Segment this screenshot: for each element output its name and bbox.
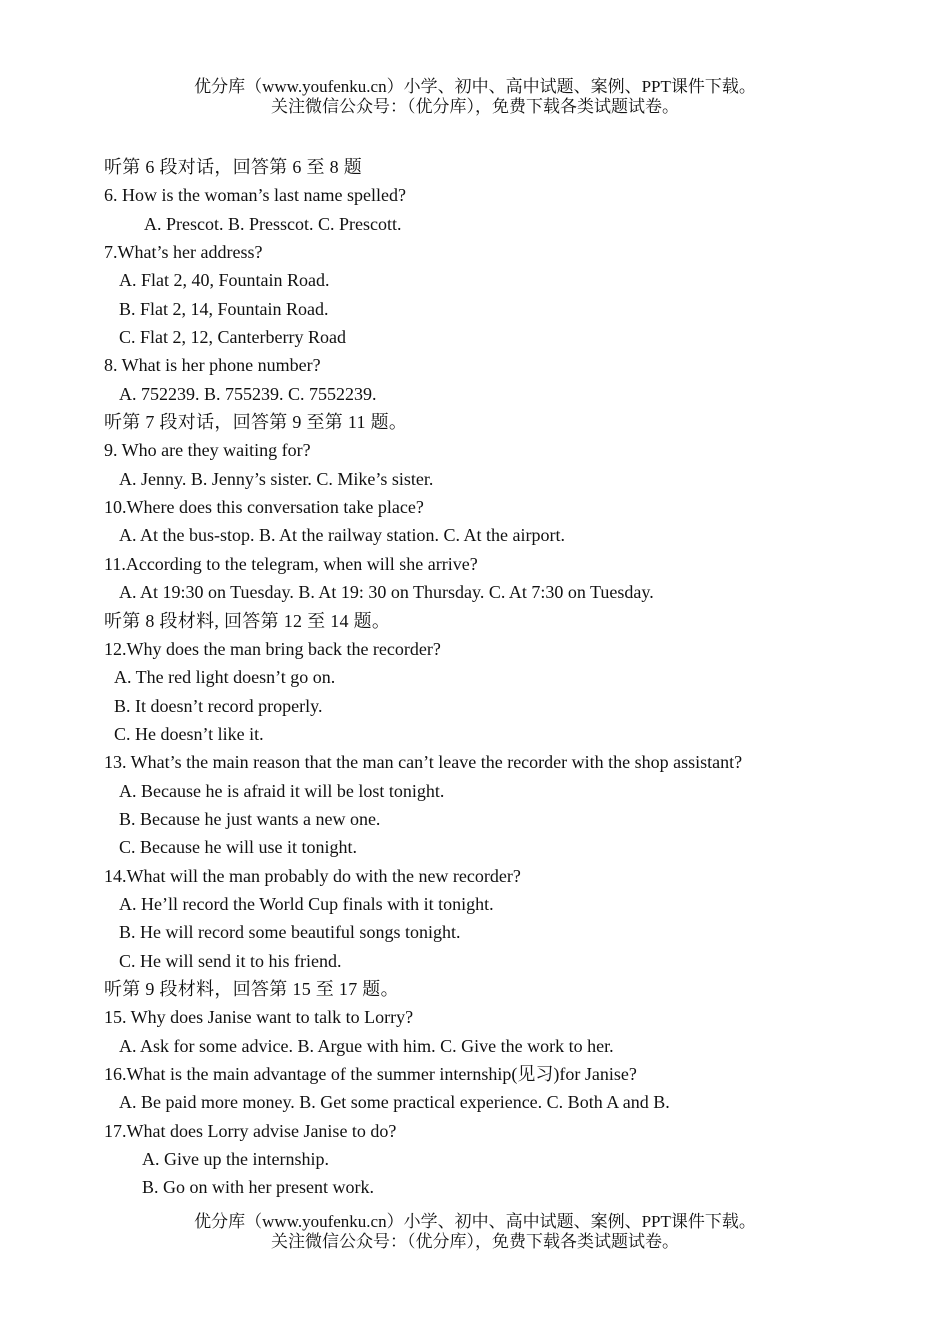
question-text: 13. What’s the main reason that the man can’t leave the recorder with the shop assistant? xyxy=(104,752,743,773)
answer-options: A. At 19:30 on Tuesday. B. At 19: 30 on Thursday. C. At 7:30 on Tuesday. xyxy=(119,582,654,603)
footer-promo-line: 优分库（www.youfenku.cn）小学、初中、高中试题、案例、PPT课件下载。 xyxy=(194,1212,756,1231)
section-heading: 听第 8 段材料, 回答第 12 至 14 题。 xyxy=(104,610,391,631)
answer-options: B. He will record some beautiful songs tonight. xyxy=(119,922,461,943)
answer-options: A. Flat 2, 40, Fountain Road. xyxy=(119,270,330,291)
answer-options: A. Prescot. B. Presscot. C. Prescott. xyxy=(144,213,402,234)
answer-options: C. Flat 2, 12, Canterberry Road xyxy=(119,327,346,348)
answer-options: A. Because he is afraid it will be lost tonight. xyxy=(119,780,445,801)
section-heading: 听第 7 段对话，回答第 9 至第 11 题。 xyxy=(104,412,408,433)
answer-options: C. Because he will use it tonight. xyxy=(119,837,357,858)
question-text: 7.What’s her address? xyxy=(104,242,263,263)
answer-options: C. He will send it to his friend. xyxy=(119,950,342,971)
header-promo-line: 优分库（www.youfenku.cn）小学、初中、高中试题、案例、PPT课件下载。 xyxy=(194,77,756,96)
section-heading: 听第 6 段对话，回答第 6 至 8 题 xyxy=(104,157,362,177)
answer-options: B. Go on with her present work. xyxy=(142,1177,374,1198)
answer-options: A. Be paid more money. B. Get some practical experience. C. Both A and B. xyxy=(119,1092,670,1113)
question-text: 6. How is the woman’s last name spelled? xyxy=(104,185,406,206)
question-text: 11.According to the telegram, when will she arrive? xyxy=(104,553,478,574)
answer-options: B. Because he just wants a new one. xyxy=(119,808,381,829)
question-text: 15. Why does Janise want to talk to Lorry? xyxy=(104,1007,414,1028)
question-text: 17.What does Lorry advise Janise to do? xyxy=(104,1120,397,1141)
header-wechat-line: 关注微信公众号：（优分库），免费下载各类试题试卷。 xyxy=(271,97,679,116)
question-text: 10.Where does this conversation take place? xyxy=(104,497,424,518)
footer-wechat-line: 关注微信公众号：（优分库），免费下载各类试题试卷。 xyxy=(271,1232,679,1251)
page-header xyxy=(0,77,950,117)
answer-options: A. Ask for some advice. B. Argue with him. C. Give the work to her. xyxy=(119,1035,614,1056)
page-footer xyxy=(0,1212,950,1252)
question-text: 16.What is the main advantage of the summer internship(见习)for Janise? xyxy=(104,1064,637,1084)
answer-options: A. At the bus-stop. B. At the railway station. C. At the airport. xyxy=(119,525,565,546)
answer-options: A. Jenny. B. Jenny’s sister. C. Mike’s sister. xyxy=(119,468,434,489)
answer-options: A. Give up the internship. xyxy=(142,1149,329,1170)
question-text: 8. What is her phone number? xyxy=(104,355,321,376)
answer-options: B. It doesn’t record properly. xyxy=(114,695,323,716)
answer-options: B. Flat 2, 14, Fountain Road. xyxy=(119,298,329,319)
answer-options: A. The red light doesn’t go on. xyxy=(114,667,336,688)
exam-content xyxy=(104,153,924,1202)
section-heading: 听第 9 段材料，回答第 15 至 17 题。 xyxy=(104,978,399,999)
answer-options: A. 752239. B. 755239. C. 7552239. xyxy=(119,383,377,404)
question-text: 9. Who are they waiting for? xyxy=(104,440,311,461)
answer-options: C. He doesn’t like it. xyxy=(114,723,264,744)
question-text: 14.What will the man probably do with the new recorder? xyxy=(104,865,521,886)
question-text: 12.Why does the man bring back the recorder? xyxy=(104,638,441,659)
answer-options: A. He’ll record the World Cup finals with it tonight. xyxy=(119,893,494,914)
